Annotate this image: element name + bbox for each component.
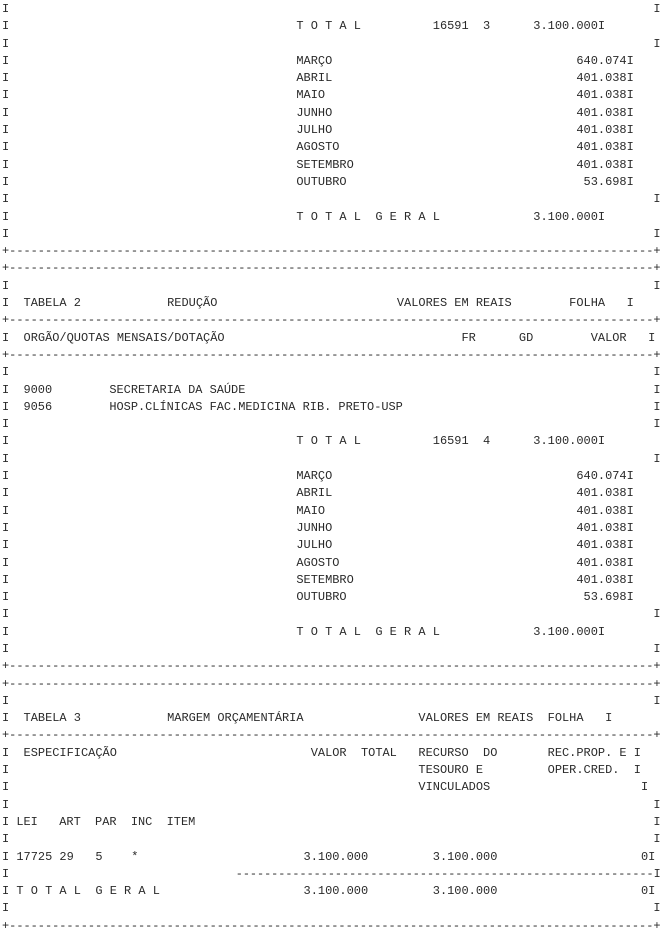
printout-line: I I (2, 693, 661, 708)
printout-line: I ESPECIFICAÇÃO VALOR TOTAL RECURSO DO REC.PROP. E I (2, 745, 641, 760)
printout-line: I TABELA 3 MARGEM ORÇAMENTÁRIA VALORES EM REAIS FOLHA I (2, 711, 613, 726)
printout-line: I LEI ART PAR INC ITEM I (2, 814, 661, 829)
printout-line: I I (2, 797, 661, 812)
printout-line: I 17725 29 5 * 3.100.000 3.100.000 0I (2, 849, 656, 864)
printout-line: I I (2, 192, 661, 207)
printout-line: I SETEMBRO 401.038I (2, 572, 634, 587)
printout-line: +------------------------------------------------------------------------------------------+ (2, 918, 661, 933)
printout-line: I MAIO 401.038I (2, 503, 634, 518)
printout-line: I OUTUBRO 53.698I (2, 174, 634, 189)
printout-line: I JULHO 401.038I (2, 538, 634, 553)
printout-line: I I (2, 641, 661, 656)
printout-line: I 9056 HOSP.CLÍNICAS FAC.MEDICINA RIB. PRETO-USP I (2, 399, 661, 414)
printout-line: I T O T A L G E R A L 3.100.000I (2, 624, 606, 639)
printout-line: I JUNHO 401.038I (2, 105, 634, 120)
printout-line: I I (2, 278, 661, 293)
printout-line: I ORGÃO/QUOTAS MENSAIS/DOTAÇÃO FR GD VALOR I (2, 330, 656, 345)
printout-line: I MARÇO 640.074I (2, 53, 634, 68)
printout-line: I VINCULADOS I (2, 780, 649, 795)
printout-line: I I (2, 451, 661, 466)
printout-line: I ABRIL 401.038I (2, 486, 634, 501)
printout-line: I T O T A L G E R A L 3.100.000 3.100.000 0I (2, 884, 656, 899)
printout-line: +------------------------------------------------------------------------------------------+ (2, 244, 661, 259)
printout-line: I T O T A L 16591 3 3.100.000I (2, 19, 606, 34)
printout-line: I MARÇO 640.074I (2, 469, 634, 484)
printout-line: I I (2, 607, 661, 622)
printout-line: I I (2, 417, 661, 432)
printout-line: I I (2, 2, 661, 16)
printout-line: I SETEMBRO 401.038I (2, 157, 634, 172)
printout-line: I ABRIL 401.038I (2, 71, 634, 86)
printout-line: I I (2, 226, 661, 241)
printout-line: +------------------------------------------------------------------------------------------+ (2, 676, 661, 691)
printout-line: I -----------------------------------------------------------I (2, 866, 661, 881)
printout-line: I I (2, 365, 661, 380)
printout-line: I JULHO 401.038I (2, 123, 634, 138)
printout-line: I I (2, 832, 661, 847)
printout-line: I I (2, 901, 661, 916)
printout-line: +------------------------------------------------------------------------------------------+ (2, 313, 661, 328)
printout-line: I AGOSTO 401.038I (2, 140, 634, 155)
printout-line: I I (2, 36, 661, 51)
printout-line: I MAIO 401.038I (2, 88, 634, 103)
printout-line: I T O T A L G E R A L 3.100.000I (2, 209, 606, 224)
printout-line: I T O T A L 16591 4 3.100.000I (2, 434, 606, 449)
printout-line: I OUTUBRO 53.698I (2, 590, 634, 605)
printout-line: I TESOURO E OPER.CRED. I (2, 763, 641, 778)
printout-line: I 9000 SECRETARIA DA SAÚDE I (2, 382, 661, 397)
printout-line: I JUNHO 401.038I (2, 520, 634, 535)
printout-line: +------------------------------------------------------------------------------------------+ (2, 659, 661, 674)
printout-line: +------------------------------------------------------------------------------------------+ (2, 347, 661, 362)
printout-line: +------------------------------------------------------------------------------------------+ (2, 728, 661, 743)
printout-line: I TABELA 2 REDUÇÃO VALORES EM REAIS FOLHA I (2, 296, 634, 311)
printout-line: I AGOSTO 401.038I (2, 555, 634, 570)
printout-line: +------------------------------------------------------------------------------------------+ (2, 261, 661, 276)
